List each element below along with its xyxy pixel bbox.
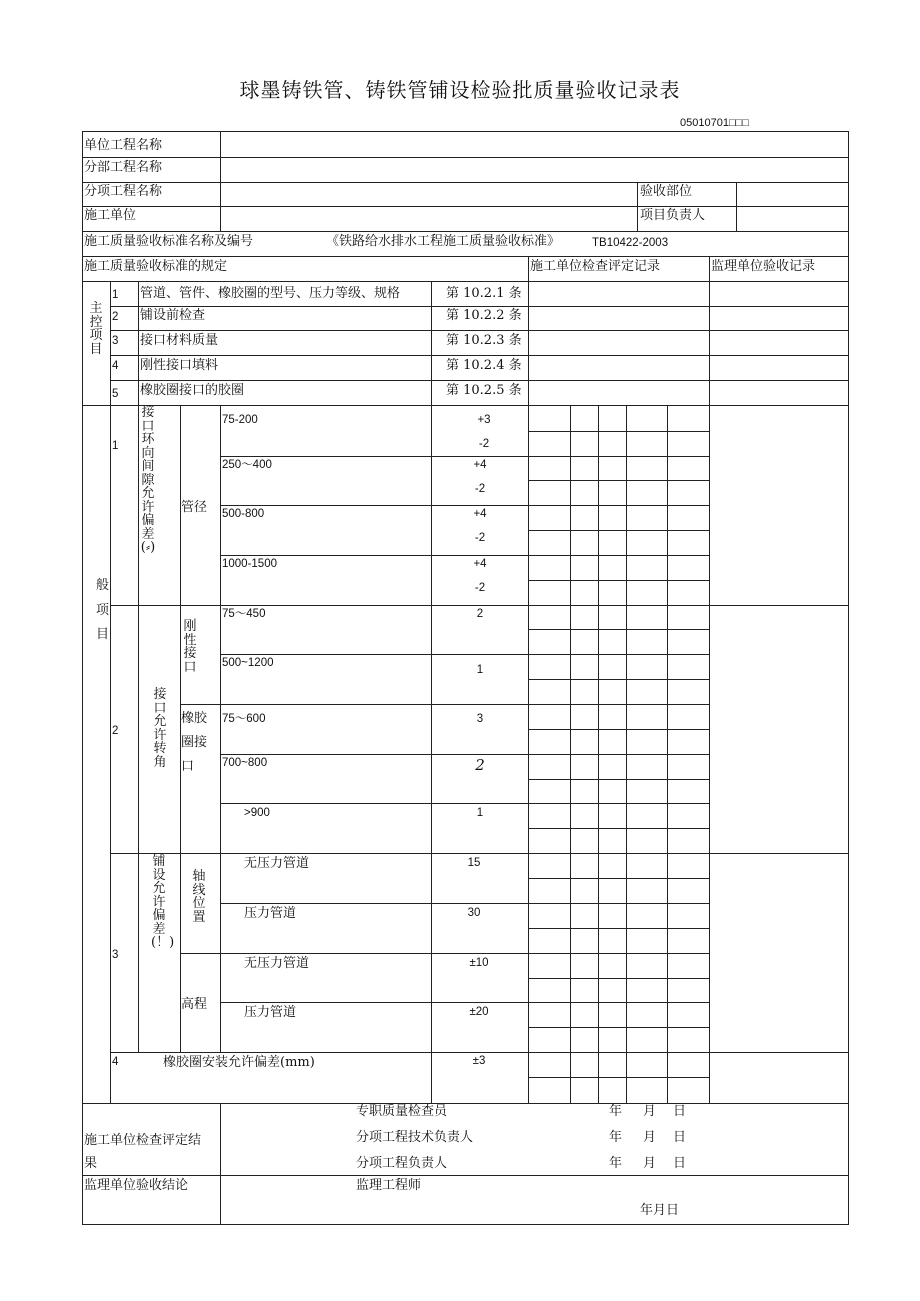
main-item-clause: 第 10.2.1 条 xyxy=(446,286,522,301)
item1-upper: +4 xyxy=(473,459,487,471)
item1-lower: -2 xyxy=(474,483,486,495)
general-label: 般 xyxy=(96,578,110,593)
item3-elevation-label: 高程 xyxy=(181,997,208,1012)
item3-value: 30 xyxy=(467,907,481,919)
construction-check-record-label: 施工单位检查评定记录 xyxy=(530,259,661,274)
item2-value: 2 xyxy=(476,608,484,620)
tech-lead-label: 分项工程技术负责人 xyxy=(356,1130,474,1145)
item3-kind: 压力管道 xyxy=(244,1005,297,1020)
general-item-no: 2 xyxy=(112,725,119,737)
supervision-date: 年月日 xyxy=(640,1203,680,1218)
supervision-engineer-label: 监理工程师 xyxy=(356,1178,422,1193)
general-item-no: 1 xyxy=(112,440,119,452)
subitem-project-label: 分项工程名称 xyxy=(84,184,163,199)
item2-value: 1 xyxy=(476,664,484,676)
division-project-label: 分部工程名称 xyxy=(84,160,163,175)
item1-lower: -2 xyxy=(474,532,486,544)
date-month: 月 xyxy=(643,1104,657,1119)
supervision-conclusion-label: 监理单位验收结论 xyxy=(84,1178,189,1193)
item3-kind: 无压力管道 xyxy=(244,956,310,971)
item2-value: 1 xyxy=(476,807,484,819)
standard-code: TB10422-2003 xyxy=(592,237,669,249)
item3-value: 15 xyxy=(467,857,481,869)
item3-value: ±20 xyxy=(469,1006,489,1018)
main-item-no: 2 xyxy=(112,311,119,323)
construction-unit-label: 施工单位 xyxy=(84,208,137,223)
item4-text: 橡胶圈安装允许偏差(mm) xyxy=(163,1055,315,1070)
subitem-lead-label: 分项工程负责人 xyxy=(356,1156,448,1171)
item1-name: 接口环向间隙允许偏差(⸗) xyxy=(140,405,156,555)
item1-range: 250～400 xyxy=(222,459,272,471)
project-manager-label: 项目负责人 xyxy=(640,208,706,223)
item3-kind: 压力管道 xyxy=(244,906,297,921)
item1-lower: -2 xyxy=(478,438,490,450)
general-label: 项 xyxy=(96,603,110,618)
construction-result-label: 果 xyxy=(84,1156,98,1171)
main-item-clause: 第 10.2.5 条 xyxy=(446,383,522,398)
item2-range: 75～450 xyxy=(222,608,266,620)
date-year: 年 xyxy=(609,1130,623,1145)
item1-range: 1000-1500 xyxy=(222,558,277,570)
item2-range: 500~1200 xyxy=(222,657,274,669)
main-item-clause: 第 10.2.2 条 xyxy=(446,308,522,323)
general-item-no: 3 xyxy=(112,949,119,961)
item3-name: 铺设允许偏差(！) xyxy=(151,854,175,950)
item1-upper: +4 xyxy=(473,558,487,570)
item2-value: 2 xyxy=(475,756,485,774)
main-item-text: 接口材料质量 xyxy=(140,333,219,348)
item2-range: >900 xyxy=(244,807,270,819)
standard-rules-label: 施工质量验收标准的规定 xyxy=(84,259,228,274)
unit-project-label: 单位工程名称 xyxy=(84,138,163,153)
date-year: 年 xyxy=(609,1104,623,1119)
inspector-label: 专职质量检查员 xyxy=(356,1104,448,1119)
item2-rubber-label: 橡胶 xyxy=(181,711,208,726)
item2-rigid-label: 刚性接口 xyxy=(183,619,197,675)
main-item-text: 橡胶圈接口的胶圈 xyxy=(140,383,245,398)
main-item-clause: 第 10.2.4 条 xyxy=(446,358,522,373)
item2-range: 75～600 xyxy=(222,713,266,725)
main-item-no: 5 xyxy=(112,388,119,400)
supervision-record-label: 监理单位验收记录 xyxy=(711,259,816,274)
date-year: 年 xyxy=(609,1156,623,1171)
item1-upper: +3 xyxy=(477,414,491,426)
page-title: 球墨铸铁管、铸铁管铺设检验批质量验收记录表 xyxy=(239,78,681,102)
item3-kind: 无压力管道 xyxy=(244,856,310,871)
date-day: 日 xyxy=(673,1130,687,1145)
item4-value: ±3 xyxy=(472,1055,486,1067)
standard-name: 《铁路给水排水工程施工质量验收标准》 xyxy=(326,234,561,249)
main-item-no: 1 xyxy=(112,289,119,301)
item3-value: ±10 xyxy=(469,957,489,969)
construction-result-label: 施工单位检查评定结 xyxy=(84,1133,202,1148)
item2-range: 700~800 xyxy=(222,757,268,769)
main-item-text: 刚性接口填料 xyxy=(140,358,219,373)
main-item-text: 管道、管件、橡胶圈的型号、压力等级、规格 xyxy=(140,286,401,301)
general-item-no: 4 xyxy=(112,1056,119,1068)
item2-name: 接口允许转角 xyxy=(153,687,167,770)
general-label: 目 xyxy=(96,627,110,642)
standard-label: 施工质量验收标准名称及编号 xyxy=(84,234,254,249)
main-item-clause: 第 10.2.3 条 xyxy=(446,333,522,348)
item1-lower: -2 xyxy=(474,582,486,594)
main-item-no: 4 xyxy=(112,360,119,372)
main-control-label: 主控项目 xyxy=(89,301,103,357)
item1-upper: +4 xyxy=(473,508,487,520)
main-item-text: 铺设前检查 xyxy=(140,308,206,323)
main-item-no: 3 xyxy=(112,335,119,347)
form-code: 05010701□□□ xyxy=(680,117,749,129)
item3-axis-label: 轴线位置 xyxy=(192,869,206,925)
item1-range: 500-800 xyxy=(222,508,265,520)
item1-sub-label: 管径 xyxy=(181,500,208,515)
acceptance-part-label: 验收部位 xyxy=(640,184,693,199)
date-day: 日 xyxy=(673,1156,687,1171)
item2-rubber-label: 圈接 xyxy=(181,735,208,750)
item2-value: 3 xyxy=(476,713,484,725)
date-day: 日 xyxy=(673,1104,687,1119)
date-month: 月 xyxy=(643,1156,657,1171)
item1-range: 75-200 xyxy=(222,414,258,426)
item2-rubber-label: 口 xyxy=(181,759,195,774)
date-month: 月 xyxy=(643,1130,657,1145)
